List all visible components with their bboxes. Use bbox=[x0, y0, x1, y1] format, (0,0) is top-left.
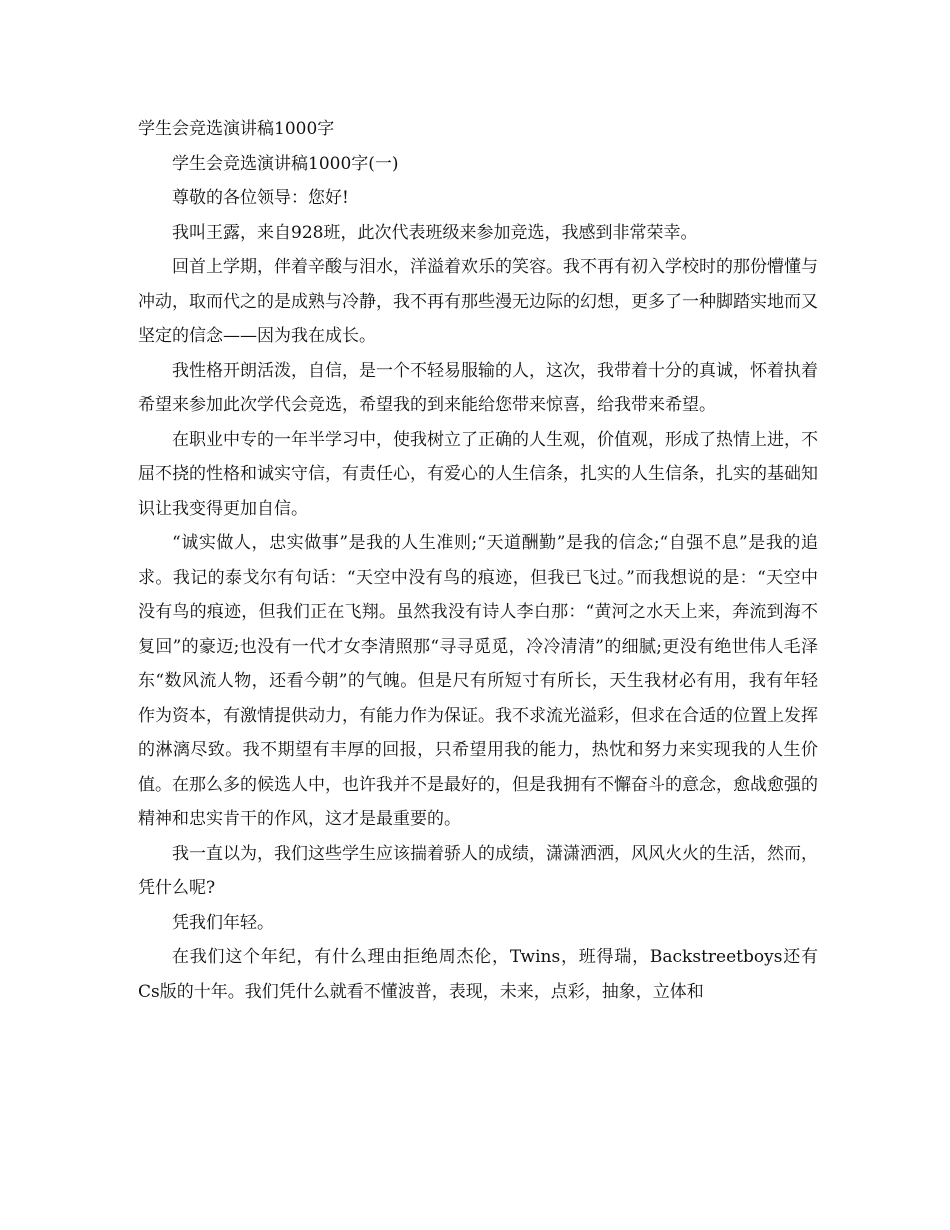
body-paragraph: 凭我们年轻。 bbox=[172, 912, 274, 933]
document-page bbox=[138, 112, 818, 1009]
body-paragraph: 我性格开朗活泼，自信，是一个不轻易服输的人，这次，我带着十分的真诚，怀着执着希望来参加此次学代会竞选，希望我的到来能给您带来惊喜，给我带来希望。 bbox=[138, 360, 818, 415]
subtitle-paragraph: 学生会竞选演讲稿1000字(一) bbox=[172, 153, 399, 174]
body-paragraph: 我一直以为，我们这些学生应该揣着骄人的成绩，潇潇洒洒，风风火火的生活，然而，凭什么呢? bbox=[138, 843, 818, 898]
body-paragraph: 回首上学期，伴着辛酸与泪水，洋溢着欢乐的笑容。我不再有初入学校时的那份懵懂与冲动，取而代之的是成熟与冷静，我不再有那些漫无边际的幻想，更多了一种脚踏实地而又坚定的信念——因为我在成长。 bbox=[138, 257, 818, 346]
body-paragraph: 我叫王露，来自928班，此次代表班级来参加竞选，我感到非常荣幸。 bbox=[172, 222, 698, 243]
body-paragraph: “诚实做人，忠实做事”是我的人生准则;“天道酬勤”是我的信念;“自强不息”是我的追求。我记的泰戈尔有句话：“天空中没有鸟的痕迹，但我已飞过。”而我想说的是：“天空中没有鸟的痕迹，但我们正在飞翔。虽然我没有诗人李白那：“黄河之水天上来，奔流到海不复回”的豪迈;也没有一代才女李清照那“寻寻觅觅，冷冷清清”的细腻;更没有绝世伟人毛泽东“数风流人物，还看今朝”的气魄。但是尺有所短寸有所长，天生我材必有用，我有年轻作为资本，有激情提供动力，有能力作为保证。我不求流光溢彩，但求在合适的位置上发挥的淋漓尽致。我不期望有丰厚的回报，只希望用我的能力，热忱和努力来实现我的人生价值。在那么多的候选人中，也许我并不是最好的，但是我拥有不懈奋斗的意念，愈战愈强的精神和忠实肯干的作风，这才是最重要的。 bbox=[138, 533, 818, 829]
body-paragraph: 在我们这个年纪，有什么理由拒绝周杰伦，Twins，班得瑞，Backstreetboys还有Cs版的十年。我们凭什么就看不懂波普，表现，未来，点彩，抽象，立体和 bbox=[138, 947, 818, 1002]
document-title: 学生会竞选演讲稿1000字 bbox=[138, 119, 335, 139]
greeting-paragraph: 尊敬的各位领导：您好! bbox=[172, 188, 349, 208]
body-paragraph: 在职业中专的一年半学习中，使我树立了正确的人生观，价值观，形成了热情上进，不屈不挠的性格和诚实守信，有责任心，有爱心的人生信条，扎实的人生信条，扎实的基础知识让我变得更加自信。 bbox=[138, 429, 818, 519]
